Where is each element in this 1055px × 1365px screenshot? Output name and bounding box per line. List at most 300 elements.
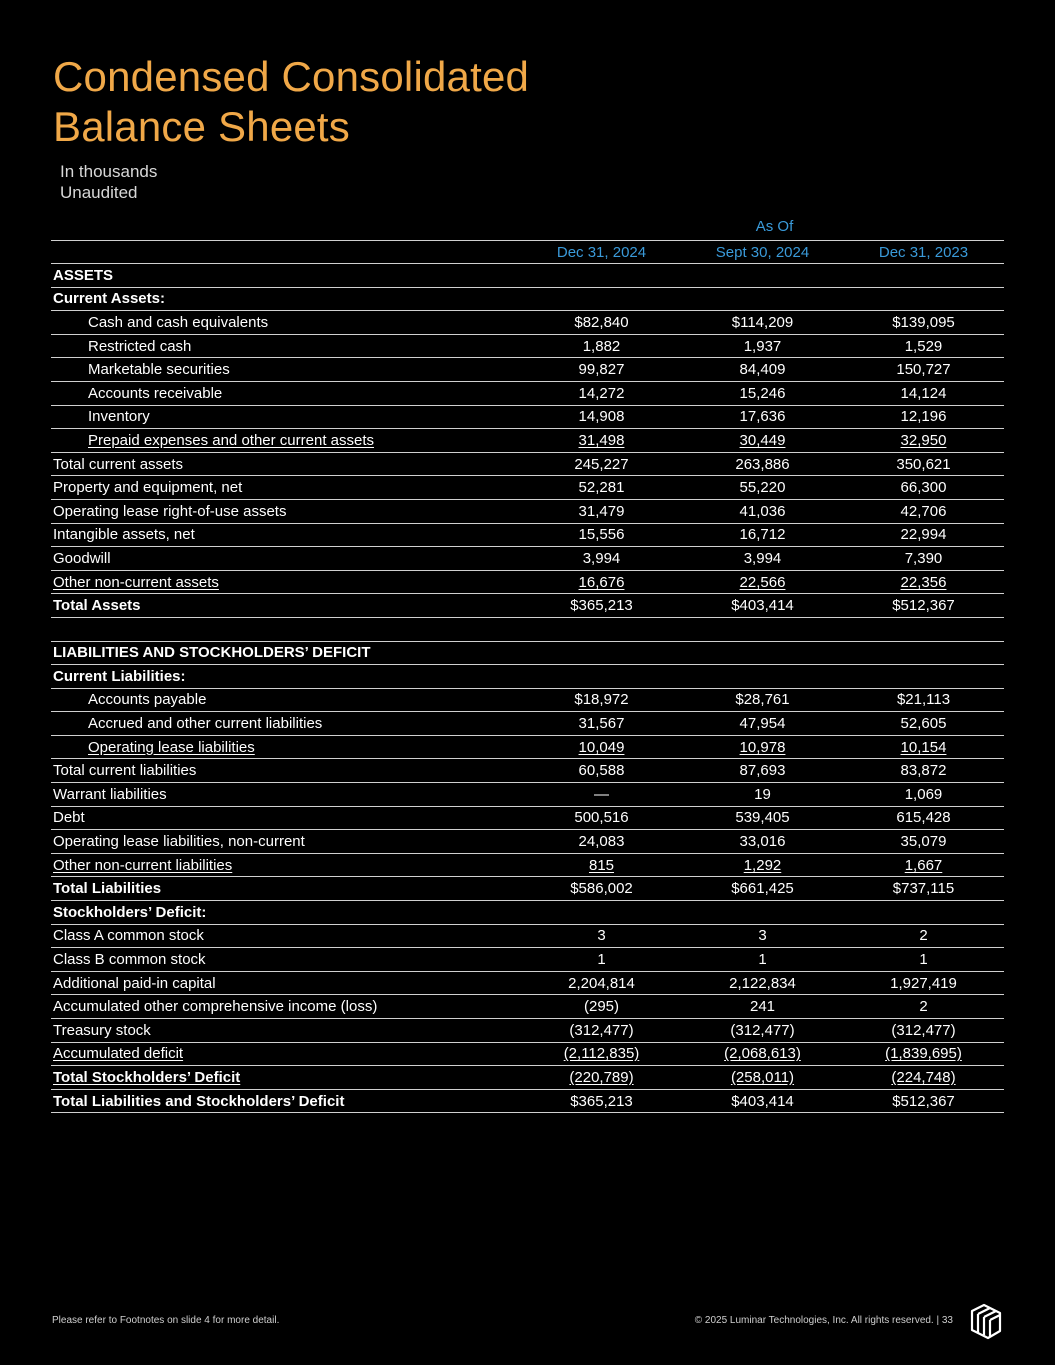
row-value-text: (312,477) xyxy=(730,1021,795,1039)
row-label xyxy=(51,688,521,712)
row-value-text: 1,937 xyxy=(743,337,782,355)
row-value-text: 615,428 xyxy=(896,809,951,827)
row-value-text: 55,220 xyxy=(739,479,786,497)
row-value xyxy=(521,665,682,689)
row-value xyxy=(843,995,1004,1019)
table-row xyxy=(51,712,1004,736)
row-label-text: Warrant liabilities xyxy=(53,785,167,803)
row-value-text: 30,449 xyxy=(739,431,786,449)
row-value xyxy=(521,287,682,311)
row-value xyxy=(521,547,682,571)
row-value-text: 87,693 xyxy=(739,762,786,780)
table-row xyxy=(51,759,1004,783)
row-value-text: 1,882 xyxy=(582,337,621,355)
row-value-text: $365,213 xyxy=(570,1092,633,1110)
luminar-logo-icon xyxy=(966,1301,1006,1341)
row-value xyxy=(521,381,682,405)
row-label xyxy=(51,405,521,429)
row-label xyxy=(51,381,521,405)
table-row xyxy=(51,1019,1004,1043)
row-value-text: 99,827 xyxy=(578,361,625,379)
row-label-text: Other non-current assets xyxy=(53,573,219,591)
row-value xyxy=(521,499,682,523)
row-value xyxy=(521,523,682,547)
row-value-text: 16,712 xyxy=(739,526,786,544)
row-label-text: Current Assets: xyxy=(53,290,165,308)
row-value-text: 7,390 xyxy=(904,549,943,567)
row-value-text: $737,115 xyxy=(892,880,955,898)
row-value-text: 500,516 xyxy=(574,809,629,827)
title-line-1: Condensed Consolidated xyxy=(53,53,530,100)
row-label xyxy=(51,877,521,901)
row-value xyxy=(682,334,843,358)
row-value-text: $586,002 xyxy=(570,880,633,898)
row-label xyxy=(51,901,521,925)
row-value xyxy=(843,712,1004,736)
row-value xyxy=(843,1019,1004,1043)
row-value-text: $661,425 xyxy=(731,880,794,898)
row-label xyxy=(51,570,521,594)
row-value-text: 66,300 xyxy=(900,479,947,497)
row-value-text: (220,789) xyxy=(569,1068,634,1086)
table-row xyxy=(51,358,1004,382)
row-label-text: Cash and cash equivalents xyxy=(88,313,269,331)
row-value xyxy=(843,1042,1004,1066)
row-label xyxy=(51,806,521,830)
row-value-text: 33,016 xyxy=(739,833,786,851)
row-value-text: 24,083 xyxy=(578,833,625,851)
row-value xyxy=(521,570,682,594)
row-value xyxy=(843,617,1004,641)
row-value-text: 1,667 xyxy=(904,856,943,874)
row-value-text: 1 xyxy=(597,951,606,969)
row-value-text: 539,405 xyxy=(735,809,790,827)
row-value xyxy=(843,523,1004,547)
row-value-text: $18,972 xyxy=(574,691,629,709)
row-value-text: $114,209 xyxy=(731,313,794,331)
row-label xyxy=(51,334,521,358)
row-value-text: (258,011) xyxy=(730,1068,795,1086)
row-value xyxy=(682,901,843,925)
row-value-text: 2 xyxy=(919,927,928,945)
row-value xyxy=(682,712,843,736)
row-value xyxy=(682,452,843,476)
row-value-text: 41,036 xyxy=(739,502,786,520)
table-row xyxy=(51,381,1004,405)
row-value xyxy=(682,429,843,453)
table-row xyxy=(51,452,1004,476)
row-value xyxy=(521,735,682,759)
row-label-text: Operating lease liabilities xyxy=(88,738,255,756)
row-value xyxy=(682,783,843,807)
row-value-text: 31,479 xyxy=(578,502,625,520)
table-row xyxy=(51,948,1004,972)
row-value xyxy=(521,358,682,382)
table-row xyxy=(51,924,1004,948)
row-value xyxy=(682,476,843,500)
table-row xyxy=(51,995,1004,1019)
row-value xyxy=(843,877,1004,901)
row-value xyxy=(682,594,843,618)
row-label xyxy=(51,476,521,500)
row-label-text: Total current liabilities xyxy=(53,762,197,780)
table-row xyxy=(51,499,1004,523)
row-value-text: 10,049 xyxy=(578,738,625,756)
row-value xyxy=(521,948,682,972)
row-value-text: 83,872 xyxy=(900,762,947,780)
table-row xyxy=(51,641,1004,665)
footnote-reference: Please refer to Footnotes on slide 4 for more detail. xyxy=(52,1315,280,1326)
row-value-text: 14,272 xyxy=(578,384,625,402)
table-row xyxy=(51,901,1004,925)
row-value xyxy=(682,287,843,311)
row-value xyxy=(521,641,682,665)
row-label xyxy=(51,358,521,382)
row-value xyxy=(843,499,1004,523)
copyright-and-page-number: © 2025 Luminar Technologies, Inc. All rights reserved. | 33 xyxy=(694,1315,953,1326)
row-value-text: 3,994 xyxy=(743,549,782,567)
row-value-text: 47,954 xyxy=(739,715,786,733)
row-label xyxy=(51,547,521,571)
row-value-text: 22,994 xyxy=(900,526,947,544)
row-value-text: $82,840 xyxy=(574,313,629,331)
row-value-text: 3 xyxy=(597,927,606,945)
row-value xyxy=(843,901,1004,925)
row-value xyxy=(682,499,843,523)
row-label-text: Additional paid-in capital xyxy=(53,974,216,992)
table-row xyxy=(51,287,1004,311)
row-value-text: (224,748) xyxy=(891,1068,956,1086)
row-label xyxy=(51,924,521,948)
row-value-text: (2,112,835) xyxy=(563,1045,640,1063)
table-row xyxy=(51,617,1004,641)
row-value xyxy=(521,901,682,925)
row-value-text: 52,281 xyxy=(578,479,625,497)
row-value xyxy=(682,381,843,405)
row-value xyxy=(521,452,682,476)
row-value-text: 1,292 xyxy=(743,856,782,874)
row-value xyxy=(843,1066,1004,1090)
row-value xyxy=(843,547,1004,571)
row-label-text: Restricted cash xyxy=(88,337,192,355)
row-value xyxy=(843,570,1004,594)
row-value-text: (312,477) xyxy=(569,1021,634,1039)
table-row xyxy=(51,1042,1004,1066)
table-row xyxy=(51,665,1004,689)
row-value-text: $21,113 xyxy=(896,691,951,709)
row-label xyxy=(51,948,521,972)
row-value-text: 10,154 xyxy=(900,738,947,756)
table-row xyxy=(51,735,1004,759)
row-value xyxy=(521,877,682,901)
row-label xyxy=(51,264,521,288)
row-value-text: $365,213 xyxy=(570,597,633,615)
row-value-text: (1,839,695) xyxy=(885,1045,962,1063)
row-value-text: 15,246 xyxy=(739,384,786,402)
row-value xyxy=(521,429,682,453)
row-value xyxy=(682,853,843,877)
row-label-text: Prepaid expenses and other current assets xyxy=(88,431,375,449)
row-label-text: Total Liabilities and Stockholders’ Deficit xyxy=(53,1092,345,1110)
row-value xyxy=(843,287,1004,311)
row-value xyxy=(521,853,682,877)
row-label-text: Operating lease liabilities, non-current xyxy=(53,833,305,851)
row-value-text: 150,727 xyxy=(896,361,951,379)
row-label-text: Accumulated other comprehensive income (loss) xyxy=(53,998,378,1016)
subtitle-units: In thousands xyxy=(60,162,158,181)
row-value-text: (295) xyxy=(583,998,620,1016)
row-value-text: 84,409 xyxy=(739,361,786,379)
row-value xyxy=(521,971,682,995)
row-value xyxy=(682,735,843,759)
row-value-text: 31,498 xyxy=(578,431,625,449)
row-label xyxy=(51,735,521,759)
row-label xyxy=(51,830,521,854)
row-label xyxy=(51,429,521,453)
row-value xyxy=(521,264,682,288)
row-value xyxy=(843,759,1004,783)
row-value-text: 263,886 xyxy=(735,455,790,473)
row-value xyxy=(521,688,682,712)
row-value xyxy=(843,948,1004,972)
balance-sheet-table xyxy=(51,240,1004,1113)
row-value xyxy=(521,1066,682,1090)
row-value-text: 815 xyxy=(588,856,615,874)
row-value-text: 245,227 xyxy=(574,455,629,473)
row-value-text: 12,196 xyxy=(900,408,947,426)
row-value xyxy=(521,995,682,1019)
row-value xyxy=(682,948,843,972)
row-label-text: Inventory xyxy=(88,408,150,426)
row-value-text: 15,556 xyxy=(578,526,625,544)
row-value xyxy=(682,1019,843,1043)
row-label xyxy=(51,1089,521,1113)
row-value-text: 42,706 xyxy=(900,502,947,520)
row-label-text: Current Liabilities: xyxy=(53,667,186,685)
row-value xyxy=(521,806,682,830)
row-value-text: $512,367 xyxy=(892,597,955,615)
row-label xyxy=(51,1019,521,1043)
row-value xyxy=(521,594,682,618)
row-label-text: Class A common stock xyxy=(53,927,204,945)
row-value xyxy=(843,806,1004,830)
row-value-text: 14,908 xyxy=(578,408,625,426)
row-value-text: 22,566 xyxy=(739,573,786,591)
table-row xyxy=(51,594,1004,618)
row-value xyxy=(843,311,1004,335)
column-header-label xyxy=(51,241,521,264)
row-value xyxy=(843,452,1004,476)
row-value xyxy=(521,783,682,807)
row-value-text: $403,414 xyxy=(731,1092,794,1110)
row-label xyxy=(51,311,521,335)
row-value-text: 3 xyxy=(758,927,767,945)
row-value xyxy=(843,830,1004,854)
row-value xyxy=(521,712,682,736)
subtitle-audit-status: Unaudited xyxy=(60,183,138,202)
column-header-dec-2023: Dec 31, 2023 xyxy=(843,241,1004,264)
row-value-text: 1,927,419 xyxy=(890,974,957,992)
row-label-text: Total Assets xyxy=(53,597,141,615)
table-row xyxy=(51,264,1004,288)
row-value xyxy=(843,476,1004,500)
row-value-text: 1 xyxy=(919,951,928,969)
row-value xyxy=(521,1089,682,1113)
row-value-text: 2,204,814 xyxy=(568,974,635,992)
row-value-text: 16,676 xyxy=(578,573,625,591)
row-value-text: — xyxy=(594,785,609,803)
row-value-text: (2,068,613) xyxy=(724,1045,801,1063)
row-label xyxy=(51,594,521,618)
title-line-2: Balance Sheets xyxy=(53,103,351,150)
row-value xyxy=(682,570,843,594)
row-label-text: Property and equipment, net xyxy=(53,479,243,497)
row-value xyxy=(843,334,1004,358)
row-value xyxy=(682,995,843,1019)
table-row xyxy=(51,523,1004,547)
row-label-text: Total current assets xyxy=(53,455,184,473)
row-value-text: 10,978 xyxy=(739,738,786,756)
row-value xyxy=(521,405,682,429)
row-value-text: 32,950 xyxy=(900,431,947,449)
row-value xyxy=(843,358,1004,382)
row-value xyxy=(521,1019,682,1043)
as-of-header: As Of xyxy=(755,218,794,235)
row-value xyxy=(682,877,843,901)
row-value xyxy=(843,971,1004,995)
row-label xyxy=(51,712,521,736)
row-value-text: 52,605 xyxy=(900,715,947,733)
row-label xyxy=(51,853,521,877)
row-value xyxy=(682,971,843,995)
row-label-text: Total Stockholders’ Deficit xyxy=(53,1068,241,1086)
row-label xyxy=(51,1066,521,1090)
row-label-text: Goodwill xyxy=(53,549,111,567)
page-title xyxy=(53,52,529,152)
row-value xyxy=(521,830,682,854)
row-value-text: 22,356 xyxy=(900,573,947,591)
row-value xyxy=(843,688,1004,712)
row-label xyxy=(51,995,521,1019)
table-row xyxy=(51,853,1004,877)
row-value xyxy=(682,665,843,689)
row-value-text: $403,414 xyxy=(731,597,794,615)
row-value-text: 19 xyxy=(754,785,771,803)
row-label xyxy=(51,759,521,783)
row-value xyxy=(682,617,843,641)
table-row xyxy=(51,1089,1004,1113)
row-label-text: Accumulated deficit xyxy=(53,1045,184,1063)
column-header-dec-2024: Dec 31, 2024 xyxy=(521,241,682,264)
table-row xyxy=(51,476,1004,500)
row-value xyxy=(682,1042,843,1066)
row-value-text: 60,588 xyxy=(578,762,625,780)
row-value-text: 1,529 xyxy=(904,337,943,355)
row-label-text: Treasury stock xyxy=(53,1021,151,1039)
row-value xyxy=(682,924,843,948)
row-value xyxy=(682,311,843,335)
row-label-text: Accrued and other current liabilities xyxy=(88,715,323,733)
row-value xyxy=(682,688,843,712)
row-label-text: Other non-current liabilities xyxy=(53,856,233,874)
row-value-text: 17,636 xyxy=(739,408,786,426)
row-label-text: Debt xyxy=(53,809,85,827)
row-label-text: Marketable securities xyxy=(88,361,230,379)
row-label-text: Total Liabilities xyxy=(53,880,162,898)
row-value xyxy=(682,405,843,429)
row-value xyxy=(682,1066,843,1090)
row-label xyxy=(51,617,521,641)
row-value xyxy=(521,759,682,783)
column-header-row xyxy=(51,241,1004,264)
row-value xyxy=(843,665,1004,689)
row-value xyxy=(843,381,1004,405)
row-label xyxy=(51,452,521,476)
row-value-text: 1 xyxy=(758,951,767,969)
row-value xyxy=(843,594,1004,618)
row-label-text: Accounts payable xyxy=(88,691,207,709)
row-label xyxy=(51,287,521,311)
row-label-text: Operating lease right-of-use assets xyxy=(53,502,287,520)
table-row xyxy=(51,688,1004,712)
row-value xyxy=(843,641,1004,665)
table-row xyxy=(51,334,1004,358)
row-label-text: Intangible assets, net xyxy=(53,526,195,544)
row-value-text: 3,994 xyxy=(582,549,621,567)
table-row xyxy=(51,547,1004,571)
row-label xyxy=(51,641,521,665)
row-value xyxy=(682,759,843,783)
table-row xyxy=(51,429,1004,453)
row-value xyxy=(521,311,682,335)
row-label xyxy=(51,783,521,807)
row-value-text: $28,761 xyxy=(735,691,790,709)
table-row xyxy=(51,806,1004,830)
row-label-text: Stockholders’ Deficit: xyxy=(53,903,207,921)
row-label xyxy=(51,523,521,547)
row-label-text: Class B common stock xyxy=(53,951,206,969)
row-value xyxy=(843,264,1004,288)
row-value xyxy=(843,924,1004,948)
column-header-sept-2024: Sept 30, 2024 xyxy=(682,241,843,264)
row-value-text: 35,079 xyxy=(900,833,947,851)
row-value xyxy=(843,1089,1004,1113)
table-row xyxy=(51,830,1004,854)
row-value xyxy=(682,358,843,382)
table-row xyxy=(51,311,1004,335)
row-value xyxy=(682,523,843,547)
table-row xyxy=(51,783,1004,807)
row-value xyxy=(682,806,843,830)
row-value xyxy=(682,264,843,288)
row-value xyxy=(843,783,1004,807)
row-value-text: $139,095 xyxy=(892,313,955,331)
subtitle xyxy=(60,161,157,203)
row-value-text: 1,069 xyxy=(904,785,943,803)
table-row xyxy=(51,405,1004,429)
row-value xyxy=(682,547,843,571)
row-value xyxy=(843,853,1004,877)
table-row xyxy=(51,1066,1004,1090)
row-value-text: 241 xyxy=(749,998,776,1016)
row-label xyxy=(51,1042,521,1066)
row-value-text: 2 xyxy=(919,998,928,1016)
row-value xyxy=(682,641,843,665)
row-value-text: 350,621 xyxy=(896,455,951,473)
row-value-text: 2,122,834 xyxy=(729,974,796,992)
row-value-text: $512,367 xyxy=(892,1092,955,1110)
row-label xyxy=(51,665,521,689)
